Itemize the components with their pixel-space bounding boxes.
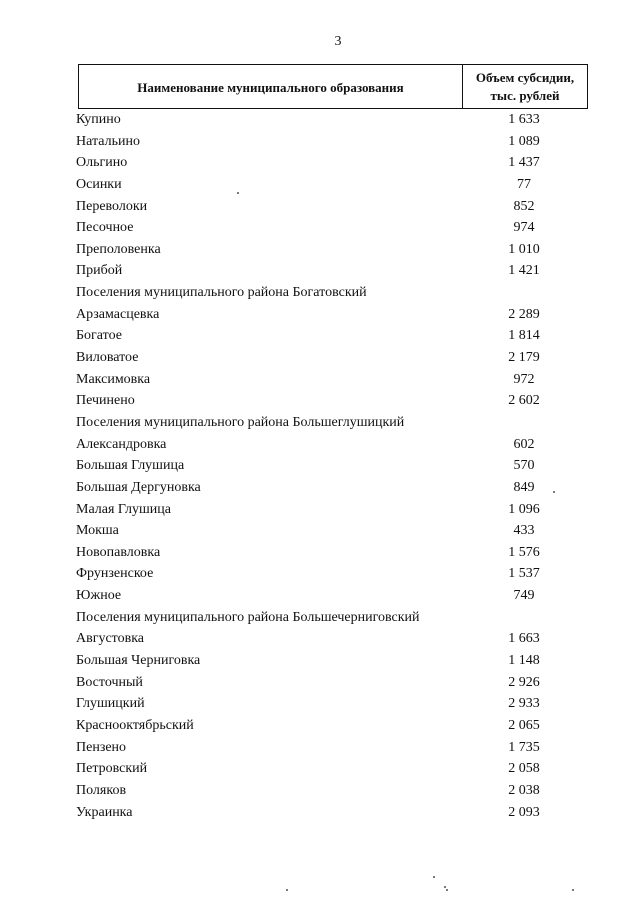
scan-speck	[553, 491, 555, 493]
group-heading: Поселения муниципального района Большечерниговский	[76, 609, 420, 625]
municipality-name: Максимовка	[76, 371, 151, 387]
municipality-name: Натальино	[76, 133, 140, 149]
subsidy-amount: 1 437	[508, 155, 540, 171]
municipality-name: Арзамасцевка	[76, 306, 160, 322]
table-group-row	[0, 282, 640, 304]
subsidy-amount: 2 065	[508, 717, 540, 733]
subsidy-amount: 749	[513, 588, 535, 604]
subsidy-amount: 2 926	[508, 674, 540, 690]
subsidy-amount: 1 089	[508, 133, 540, 149]
table-row	[0, 131, 640, 153]
subsidy-amount: 2 179	[508, 350, 540, 366]
table-row	[0, 563, 640, 585]
table-row	[0, 347, 640, 369]
group-heading: Поселения муниципального района Богатовский	[76, 285, 367, 301]
subsidy-amount: 1 576	[508, 544, 540, 560]
subsidy-amount: 2 289	[508, 306, 540, 322]
table-row	[0, 672, 640, 694]
municipality-name: Мокша	[76, 523, 119, 539]
table-row	[0, 585, 640, 607]
table-row	[0, 780, 640, 802]
scan-speck	[446, 889, 448, 891]
municipality-name: Поляков	[76, 782, 127, 798]
municipality-name: Краснооктябрьский	[76, 717, 194, 733]
municipality-name: Печинено	[76, 393, 135, 409]
table-row	[0, 152, 640, 174]
municipality-name: Украинка	[76, 804, 133, 820]
scan-speck	[433, 876, 435, 878]
municipality-name: Преполовенка	[76, 241, 161, 257]
table-row	[0, 758, 640, 780]
subsidy-amount: 77	[517, 176, 531, 192]
table-row	[0, 369, 640, 391]
table-row	[0, 109, 640, 131]
column-header-amount-line1: Объем субсидии,	[475, 69, 575, 85]
municipality-name: Большая Черниговка	[76, 653, 201, 669]
municipality-name: Южное	[76, 588, 122, 604]
subsidy-amount: 1 663	[508, 631, 540, 647]
table-row	[0, 325, 640, 347]
group-heading: Поселения муниципального района Большеглушицкий	[76, 414, 405, 430]
table-row	[0, 542, 640, 564]
municipality-name: Купино	[76, 112, 121, 127]
table-row	[0, 455, 640, 477]
scan-speck	[286, 889, 288, 891]
subsidy-amount: 852	[513, 198, 535, 214]
table-header	[78, 64, 588, 109]
table-row	[0, 390, 640, 412]
subsidy-amount: 972	[513, 371, 535, 387]
subsidy-amount: 602	[513, 436, 535, 452]
table-row	[0, 304, 640, 326]
municipality-name: Виловатое	[76, 350, 139, 366]
municipality-name: Прибой	[76, 263, 123, 279]
subsidy-amount: 1 421	[508, 263, 540, 279]
municipality-name: Глушицкий	[76, 696, 145, 712]
municipality-name: Переволоки	[76, 198, 148, 214]
table-row	[0, 650, 640, 672]
subsidy-amount: 2 093	[508, 804, 540, 820]
municipality-name: Петровский	[76, 761, 148, 777]
subsidy-amount: 974	[513, 220, 535, 236]
subsidy-amount: 1 735	[508, 739, 540, 755]
table-row	[0, 196, 640, 218]
column-header-amount-line2: тыс. рублей	[490, 87, 560, 103]
scan-speck	[572, 889, 574, 891]
scan-speck	[237, 192, 239, 194]
municipality-name: Августовка	[76, 631, 145, 647]
municipality-name: Восточный	[76, 674, 143, 690]
subsidy-amount: 1 148	[508, 653, 540, 669]
column-header-name: Наименование муниципального образования	[79, 65, 463, 108]
table-row	[0, 499, 640, 521]
table-row	[0, 434, 640, 456]
table-row	[0, 693, 640, 715]
table-row	[0, 520, 640, 542]
scan-speck	[444, 886, 446, 888]
subsidy-amount: 1 010	[508, 241, 540, 257]
table-row	[0, 737, 640, 759]
subsidy-amount: 2 933	[508, 696, 540, 712]
table-body	[0, 109, 640, 823]
table-group-row	[0, 412, 640, 434]
table-row	[0, 715, 640, 737]
subsidy-amount: 2 058	[508, 761, 540, 777]
municipality-name: Большая Дергуновка	[76, 479, 201, 495]
municipality-name: Александровка	[76, 436, 167, 452]
table-group-row	[0, 607, 640, 629]
municipality-name: Ольгино	[76, 155, 128, 171]
table-row	[0, 239, 640, 261]
municipality-name: Фрунзенское	[76, 566, 154, 582]
municipality-name: Богатое	[76, 328, 122, 344]
municipality-name: Малая Глушица	[76, 501, 171, 517]
municipality-name: Большая Глушица	[76, 458, 185, 474]
subsidy-amount: 2 038	[508, 782, 540, 798]
municipality-name: Новопавловка	[76, 544, 161, 560]
table-row	[0, 628, 640, 650]
page-number: 3	[334, 34, 342, 49]
table-row	[0, 477, 640, 499]
subsidy-amount: 1 814	[508, 328, 540, 344]
subsidy-amount: 1 537	[508, 566, 540, 582]
subsidy-amount: 1 633	[508, 112, 540, 127]
table-row	[0, 260, 640, 282]
municipality-name: Пензено	[76, 739, 127, 755]
subsidy-amount: 849	[513, 479, 535, 495]
table-row	[0, 217, 640, 239]
subsidy-amount: 570	[513, 458, 535, 474]
municipality-name: Песочное	[76, 220, 134, 236]
subsidy-amount: 433	[513, 523, 535, 539]
table-row	[0, 174, 640, 196]
table-row	[0, 802, 640, 824]
column-header-amount	[463, 65, 587, 108]
subsidy-amount: 2 602	[508, 393, 540, 409]
municipality-name: Осинки	[76, 176, 122, 192]
subsidy-amount: 1 096	[508, 501, 540, 517]
